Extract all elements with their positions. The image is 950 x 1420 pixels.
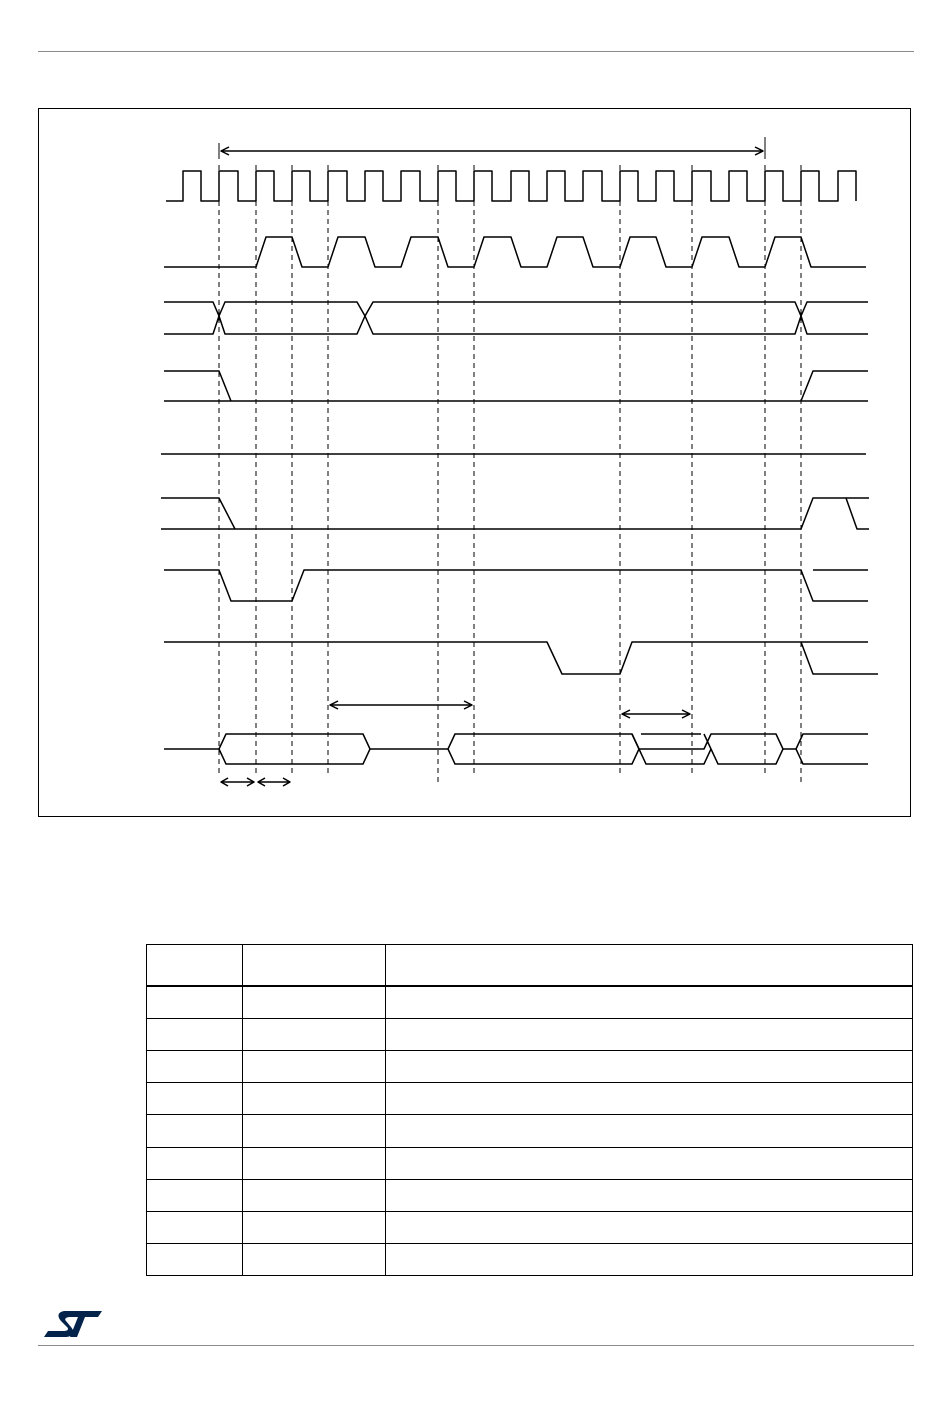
table-cell (386, 1019, 913, 1051)
table-cell (147, 1179, 243, 1211)
data-bus-waveform (164, 734, 868, 764)
table-cell (147, 1147, 243, 1179)
table-cell (386, 1243, 913, 1275)
table-cell (147, 1243, 243, 1275)
clock-waveform (166, 171, 856, 201)
table-cell (243, 1147, 386, 1179)
timing-diagram (39, 109, 912, 818)
st-logo-shape (44, 1311, 102, 1337)
table-cell (147, 1019, 243, 1051)
chip-select-waveform (164, 371, 868, 401)
table-row (147, 1211, 913, 1243)
table-row (147, 986, 913, 1019)
table-cell (386, 1211, 913, 1243)
timing-guide-lines (219, 165, 801, 786)
table-cell (243, 986, 386, 1019)
table-row (147, 1019, 913, 1051)
table-header-cell (243, 945, 386, 987)
timing-diagram-frame (38, 108, 911, 817)
st-logo (44, 1311, 102, 1337)
strobe-waveform (164, 237, 866, 267)
table-cell (386, 1179, 913, 1211)
table-row (147, 1115, 913, 1147)
table-cell (386, 1083, 913, 1115)
address-bus-waveform (164, 302, 868, 334)
dimension-arrows-bottom (221, 778, 290, 786)
dimension-arrow-mid-right (622, 710, 690, 718)
dimension-arrow-top (219, 137, 765, 159)
table-row (147, 1179, 913, 1211)
write-enable-waveform (164, 570, 868, 601)
table-cell (147, 1115, 243, 1147)
table-cell (147, 1051, 243, 1083)
table-cell (386, 1147, 913, 1179)
output-enable-waveform (161, 498, 869, 529)
table-cell (147, 1211, 243, 1243)
table-row (147, 1147, 913, 1179)
table-cell (386, 1115, 913, 1147)
table-row (147, 1243, 913, 1275)
table-cell (243, 1243, 386, 1275)
table-cell (147, 986, 243, 1019)
table-cell (243, 1115, 386, 1147)
table-cell (243, 1211, 386, 1243)
dimension-arrow-mid-left (330, 701, 472, 709)
table-cell (243, 1083, 386, 1115)
table-cell (243, 1051, 386, 1083)
table-header-cell (147, 945, 243, 987)
table-cell (386, 986, 913, 1019)
timing-parameters-table (146, 944, 913, 1276)
table-cell (147, 1083, 243, 1115)
table-cell (243, 1179, 386, 1211)
table-header-row (147, 945, 913, 987)
table-cell (386, 1051, 913, 1083)
table-header-cell (386, 945, 913, 987)
table-cell (243, 1019, 386, 1051)
header-rule (38, 51, 914, 52)
table-row (147, 1051, 913, 1083)
wait-waveform (164, 642, 878, 674)
footer-rule (38, 1345, 914, 1346)
table-row (147, 1083, 913, 1115)
